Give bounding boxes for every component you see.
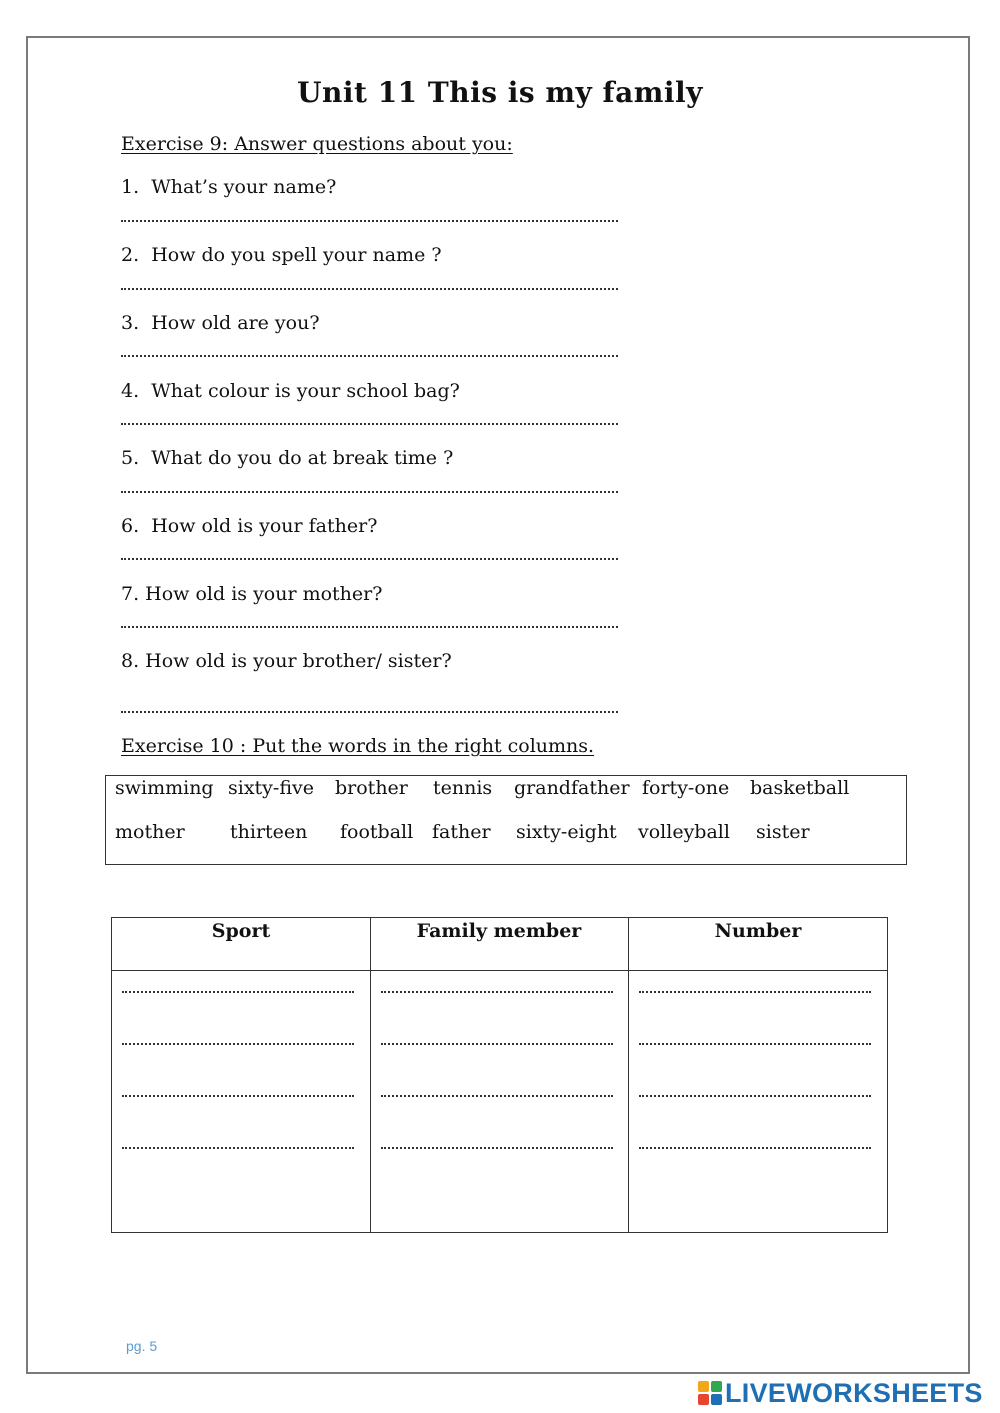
column-header-number: Number (714, 920, 802, 942)
answer-field-2[interactable] (121, 288, 618, 290)
column-header-sport: Sport (211, 920, 271, 942)
column-divider (628, 918, 629, 1232)
word: volleyball (638, 821, 730, 843)
sport-answer-field[interactable] (122, 1147, 354, 1149)
word: tennis (433, 777, 493, 799)
family-member-answer-field[interactable] (381, 991, 613, 993)
question-5: 5. What do you do at break time ? (121, 447, 454, 469)
columns-table (111, 917, 888, 1233)
column-divider (370, 918, 371, 1232)
question-7: 7. How old is your mother? (121, 583, 383, 605)
brand-text: LIVEWORKSHEETS (725, 1377, 983, 1408)
answer-field-7[interactable] (121, 626, 618, 628)
liveworksheets-brand[interactable] (698, 1378, 983, 1408)
answer-field-8[interactable] (121, 711, 618, 713)
exercise-9-heading: Exercise 9: Answer questions about you: (121, 133, 513, 155)
word: swimming (115, 777, 214, 799)
word: thirteen (230, 821, 308, 843)
word: sixty-five (228, 777, 314, 799)
question-6: 6. How old is your father? (121, 515, 378, 537)
question-2: 2. How do you spell your name ? (121, 244, 442, 266)
question-8: 8. How old is your brother/ sister? (121, 650, 452, 672)
answer-field-6[interactable] (121, 558, 618, 560)
liveworksheets-logo-icon (698, 1381, 722, 1405)
word: football (340, 821, 414, 843)
question-3: 3. How old are you? (121, 312, 320, 334)
word: grandfather (514, 777, 630, 799)
number-answer-field[interactable] (639, 1147, 871, 1149)
answer-field-5[interactable] (121, 491, 618, 493)
word: forty-one (642, 777, 730, 799)
sport-answer-field[interactable] (122, 1095, 354, 1097)
word: father (432, 821, 491, 843)
header-divider (112, 970, 887, 971)
exercise-10-heading: Exercise 10 : Put the words in the right columns. (121, 735, 595, 757)
question-4: 4. What colour is your school bag? (121, 380, 460, 402)
word: brother (335, 777, 408, 799)
answer-field-1[interactable] (121, 220, 618, 222)
number-answer-field[interactable] (639, 991, 871, 993)
word-bank (105, 775, 907, 865)
column-header-family-member: Family member (416, 920, 582, 942)
worksheet-title: Unit 11 This is my family (297, 76, 703, 109)
question-1: 1. What’s your name? (121, 176, 337, 198)
sport-answer-field[interactable] (122, 991, 354, 993)
word: mother (115, 821, 185, 843)
number-answer-field[interactable] (639, 1043, 871, 1045)
answer-field-4[interactable] (121, 423, 618, 425)
word: sister (756, 821, 810, 843)
word: basketball (750, 777, 850, 799)
word: sixty-eight (516, 821, 617, 843)
number-answer-field[interactable] (639, 1095, 871, 1097)
answer-field-3[interactable] (121, 355, 618, 357)
page-number: pg. 5 (126, 1338, 158, 1354)
family-member-answer-field[interactable] (381, 1043, 613, 1045)
sport-answer-field[interactable] (122, 1043, 354, 1045)
family-member-answer-field[interactable] (381, 1147, 613, 1149)
family-member-answer-field[interactable] (381, 1095, 613, 1097)
